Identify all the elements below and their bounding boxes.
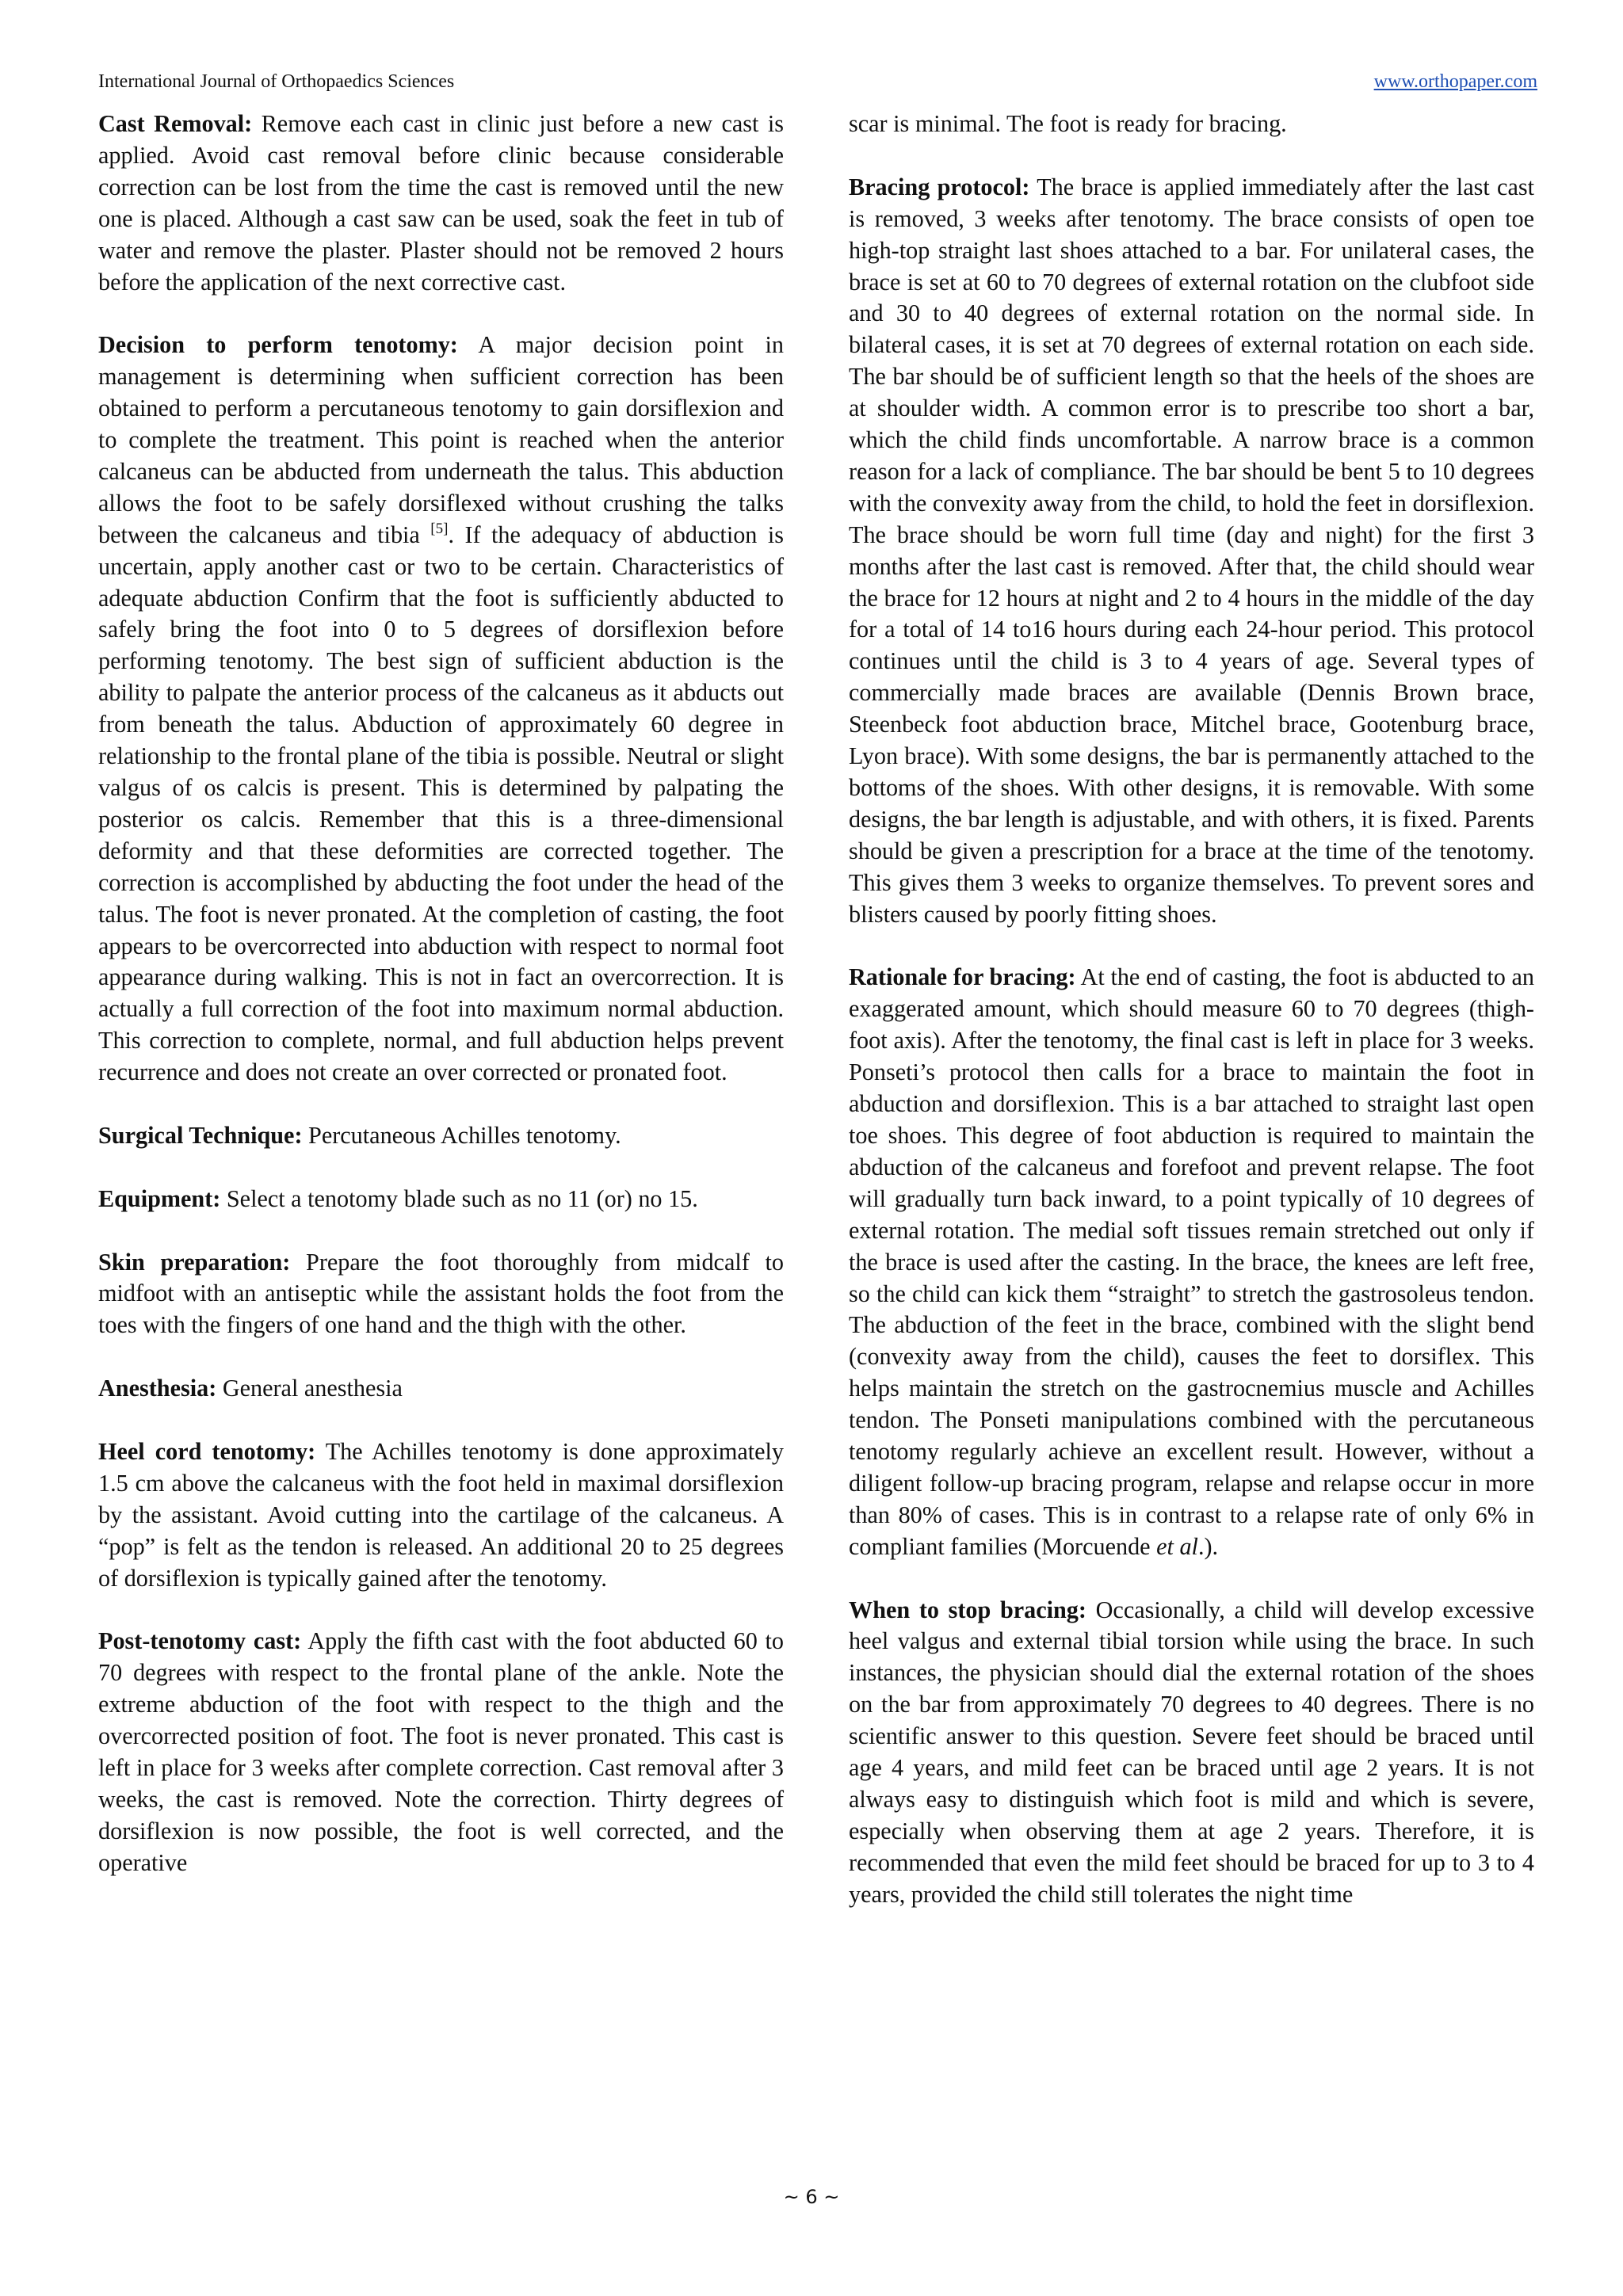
paragraph-bracing-protocol [849, 172, 1534, 931]
heading-surgical-technique: Surgical Technique: [98, 1121, 303, 1149]
text-rationale-bracing-part1: At the end of casting, the foot is abducted to an exaggerated amount, which should measure 60 to 70 degrees (thigh-foot axis). After the tenotomy, the final cast is left in place for 3 weeks. Ponseti’s protocol then calls for a brace to maintain the foot in abduction and dorsiflexion. This is a bar attached to straight last open toe shoes. This degree of foot abduction is required to maintain the abduction of the calcaneus and forefoot and prevent relapse. The foot will gradually turn back inward, to a point typically of 10 degrees of external rotation. The medial soft tissues remain stretched out only if the brace is used after the casting. In the brace, the knees are left free, so the child can kick them “straight” to stretch the gastrosoleus tendon. The abduction of the feet in the brace, combined with the slight bend (convexity away from the child), causes the feet to dorsiflex. This helps maintain the stretch on the gastrocnemius muscle and Achilles tendon. The Ponseti manipulations combined with the percutaneous tenotomy regularly achieve an excellent result. However, without a diligent follow-up bracing program, relapse and relapse occur in more than 80% of cases. This is in contrast to a relapse rate of only 6% in compliant families (Morcuende [849, 963, 1534, 1560]
heading-skin-preparation: Skin preparation: [98, 1248, 291, 1276]
text-heel-cord-tenotomy: The Achilles tenotomy is done approximately 1.5 cm above the calcaneus with the foot held in maximal dorsiflexion by the assistant. Avoid cutting into the cartilage of the calcaneus. A “pop” is felt as the tendon is released. An additional 20 to 25 degrees of dorsiflexion is typically gained after the tenotomy. [98, 1437, 784, 1592]
heading-post-tenotomy-cast: Post-tenotomy cast: [98, 1627, 302, 1655]
citation-reference: [5] [430, 521, 449, 537]
heading-heel-cord-tenotomy: Heel cord tenotomy: [98, 1437, 316, 1465]
paragraph-anesthesia [98, 1373, 784, 1405]
text-equipment: Select a tenotomy blade such as no 11 (or) no 15. [220, 1184, 698, 1212]
heading-decision-tenotomy: Decision to perform tenotomy: [98, 331, 458, 359]
text-decision-tenotomy-part2: . If the adequacy of abduction is uncertain, apply another cast or two to be certain. Characteristics of adequate abduction Confirm that the foot is sufficiently abducted to safely bring the foot into 0 to 5 degrees of dorsiflexion before performing tenotomy. The best sign of sufficient abduction is the ability to palpate the anterior process of the calcaneus as it abducts out from beneath the talus. Abduction of approximately 60 degree in relationship to the frontal plane of the tibia is possible. Neutral or slight valgus of os calcis is present. This is determined by palpating the posterior os calcis. Remember that this is a three-dimensional deformity and that these deformities are corrected together. The correction is accomplished by abducting the foot under the head of the talus. The foot is never pronated. At the completion of casting, the foot appears to be overcorrected into abduction with respect to normal foot appearance during walking. This is not in fact an overcorrection. It is actually a full correction of the foot into maximum normal abduction. This correction to complete, normal, and full abduction helps prevent recurrence and does not create an over corrected or pronated foot. [98, 521, 784, 1086]
journal-website-link[interactable]: www.orthopaper.com [1373, 71, 1537, 92]
paragraph-continuation: scar is minimal. The foot is ready for bracing. [849, 110, 1287, 137]
text-rationale-bracing-part2: .). [1197, 1532, 1219, 1560]
text-cast-removal: Remove each cast in clinic just before a new cast is applied. Avoid cast removal before clinic because considerable correction can be lost from the time the cast is removed until the new one is placed. Although a cast saw can be used, soak the feet in tub of water and remove the plaster. Plaster should not be removed 2 hours before the application of the next corrective cast. [98, 110, 784, 296]
heading-bracing-protocol: Bracing protocol: [849, 173, 1030, 200]
paragraph-equipment [98, 1184, 784, 1215]
text-post-tenotomy-cast: Apply the fifth cast with the foot abducted 60 to 70 degrees with respect to the frontal plane of the ankle. Note the extreme abduction of the foot with respect to the thigh and the overcorrected position of foot. The foot is never pronated. This cast is left in place for 3 weeks after complete correction. Cast removal after 3 weeks, the cast is removed. Note the correction. Thirty degrees of dorsiflexion is now possible, the foot is well corrected, and the operative [98, 1627, 785, 1876]
heading-when-to-stop-bracing: When to stop bracing: [849, 1596, 1086, 1623]
paragraph-rationale-bracing [849, 962, 1534, 1562]
heading-anesthesia: Anesthesia: [98, 1375, 217, 1402]
heading-equipment: Equipment: [98, 1184, 221, 1212]
running-header [98, 68, 1537, 95]
paragraph-post-tenotomy-cast [98, 1626, 784, 1878]
text-surgical-technique: Percutaneous Achilles tenotomy. [302, 1121, 621, 1149]
paragraph-when-to-stop-bracing [849, 1595, 1534, 1911]
left-column [98, 109, 784, 1879]
page-number: ~ 6 ~ [783, 2186, 840, 2208]
et-al-italic: et al [1156, 1532, 1198, 1560]
paragraph-surgical-technique [98, 1120, 784, 1152]
journal-title: International Journal of Orthopaedics Sciences [98, 71, 455, 92]
text-anesthesia: General anesthesia [216, 1375, 403, 1402]
paragraph-skin-preparation [98, 1247, 784, 1342]
paragraph-heel-cord-tenotomy [98, 1436, 784, 1595]
text-when-to-stop-bracing: Occasionally, a child will develop excessive heel valgus and external tibial torsion while using the brace. In such instances, the physician should dial the external rotation of the shoes on the bar from approximately 70 degrees to 40 degrees. There is no scientific answer to this question. Severe feet should be braced until age 4 years, and mild feet can be braced until age 2 years. It is not always easy to distinguish which foot is mild and which is severe, especially when observing them at age 2 years. Therefore, it is recommended that even the mild feet should be braced for up to 3 to 4 years, provided the child still tolerates the night time [849, 1596, 1535, 1908]
paragraph-decision-tenotomy [98, 330, 784, 1089]
heading-cast-removal: Cast Removal: [98, 110, 253, 137]
text-bracing-protocol: The brace is applied immediately after the last cast is removed, 3 weeks after tenotomy. The brace consists of open toe high-top straight last shoes attached to a bar. For unilateral cases, the brace is set at 60 to 70 degrees of external rotation on the clubfoot side and 30 to 40 degrees of external rotation on the normal side. In bilateral cases, it is set at 70 degrees of external rotation on each side. The bar should be of sufficient length so that the heels of the shoes are at shoulder width. A common error is to prescribe too short a bar, which the child finds uncomfortable. A narrow brace is a common reason for a lack of compliance. The bar should be bent 5 to 10 degrees with the convexity away from the child, to hold the feet in dorsiflexion. The brace should be worn full time (day and night) for the first 3 months after the last cast is removed. After that, the child should wear the brace for 12 hours at night and 2 to 4 hours in the middle of the day for a total of 14 to16 hours during each 24-hour period. This protocol continues until the child is 3 to 4 years of age. Several types of commercially made braces are available (Dennis Brown brace, Steenbeck foot abduction brace, Mitchel brace, Gootenburg brace, Lyon brace). With some designs, the bar is permanently attached to the bottoms of the shoes. With other designs, it is removable. With some designs, the bar length is adjustable, and with others, it is fixed. Parents should be given a prescription for a brace at the time of the tenotomy. This gives them 3 weeks to organize themselves. To prevent sores and blisters caused by poorly fitting shoes. [849, 173, 1534, 928]
right-column [849, 109, 1534, 1911]
text-skin-preparation: Prepare the foot thoroughly from midcalf to midfoot with an antiseptic while the assistant holds the foot from the toes with the fingers of one hand and the thigh with the other. [98, 1248, 784, 1339]
paragraph-cast-removal [98, 109, 784, 298]
text-decision-tenotomy-part1: A major decision point in management is determining when sufficient correction has been obtained to perform a percutaneous tenotomy to gain dorsiflexion and to complete the treatment. This point is reached when the anterior calcaneus can be abducted from underneath the talus. This abduction allows the foot to be safely dorsiflexed without crushing the talks between the calcaneus and tibia [98, 331, 784, 548]
heading-rationale-bracing: Rationale for bracing: [849, 963, 1076, 991]
